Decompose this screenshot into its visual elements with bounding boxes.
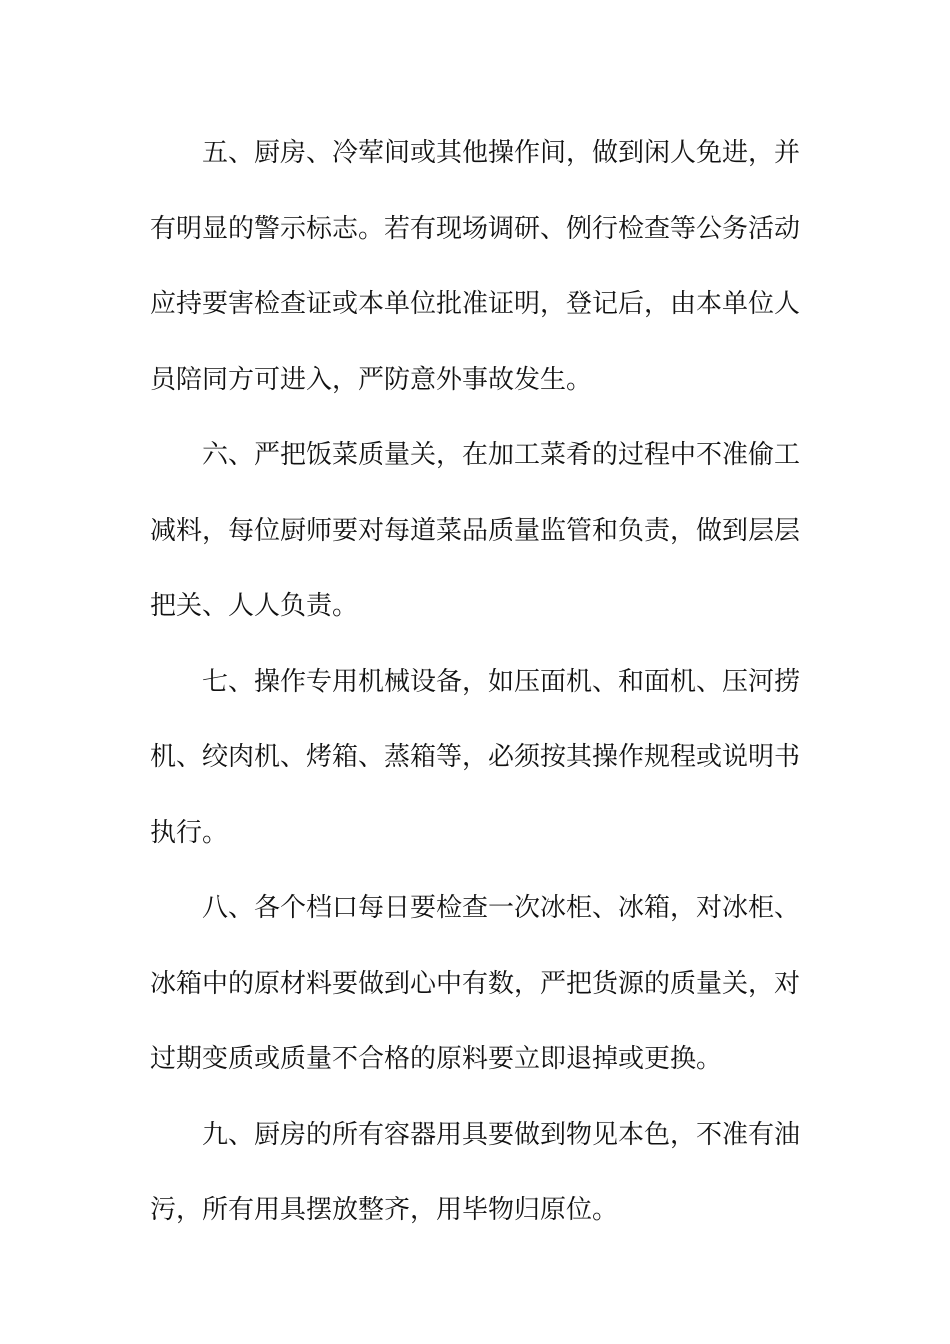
paragraph-6-line-2: 减料，每位厨师要对每道菜品质量监管和负责，做到层层: [150, 516, 801, 546]
paragraph-7-line-3: 执行。: [150, 818, 229, 848]
paragraph-6-line-3: 把关、人人负责。: [150, 591, 359, 621]
paragraph-7-line-2: 机、绞肉机、烤箱、蒸箱等，必须按其操作规程或说明书: [150, 742, 801, 772]
paragraph-5-line-1: 五、厨房、冷荤间或其他操作间，做到闲人免进，并: [202, 138, 801, 168]
paragraph-7-line-1: 七、操作专用机械设备，如压面机、和面机、压河捞: [202, 667, 801, 697]
paragraph-5-line-2: 有明显的警示标志。若有现场调研、例行检查等公务活动: [150, 214, 801, 244]
paragraph-8-line-3: 过期变质或质量不合格的原料要立即退掉或更换。: [150, 1044, 723, 1074]
paragraph-9-line-2: 污，所有用具摆放整齐，用毕物归原位。: [150, 1195, 619, 1225]
paragraph-8-line-2: 冰箱中的原材料要做到心中有数，严把货源的质量关，对: [150, 969, 801, 999]
paragraph-9-line-1: 九、厨房的所有容器用具要做到物见本色，不准有油: [202, 1120, 801, 1150]
paragraph-5-line-3: 应持要害检查证或本单位批准证明，登记后，由本单位人: [150, 289, 801, 319]
paragraph-5-line-4: 员陪同方可进入，严防意外事故发生。: [150, 365, 593, 395]
paragraph-8-line-1: 八、各个档口每日要检查一次冰柜、冰箱，对冰柜、: [202, 893, 801, 923]
paragraph-6-line-1: 六、严把饭菜质量关，在加工菜肴的过程中不准偷工: [202, 440, 801, 470]
